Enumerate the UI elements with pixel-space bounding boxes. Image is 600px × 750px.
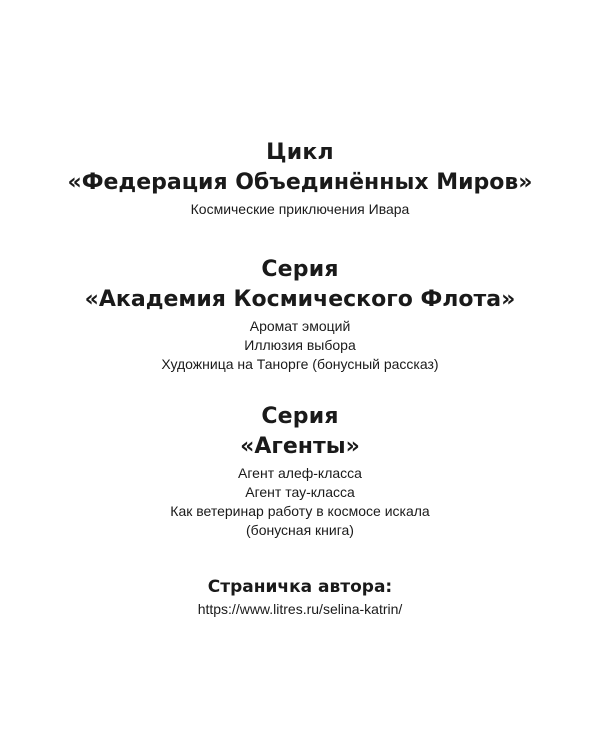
author-page-link[interactable]: https://www.litres.ru/selina-katrin/ — [197, 601, 403, 617]
cycle-book-item: Космические приключения Ивара — [190, 201, 410, 217]
author-section — [0, 575, 600, 619]
agents-book-item: Агент алеф-класса — [238, 465, 362, 481]
cycle-title: «Федерация Объединённых Миров» — [67, 170, 533, 195]
agents-series-heading: Серия — [261, 404, 339, 429]
cycle-section — [0, 138, 600, 219]
academy-series-title: «Академия Космического Флота» — [84, 287, 516, 312]
academy-book-item: Аромат эмоций — [249, 318, 351, 334]
agents-book-item: (бонусная книга) — [246, 522, 354, 538]
cycle-heading: Цикл — [266, 140, 334, 165]
agents-book-item: Агент тау-класса — [245, 484, 355, 500]
author-page-label: Страничка автора: — [207, 577, 393, 597]
agents-book-item: Как ветеринар работу в космосе искала — [170, 503, 430, 519]
academy-series-heading: Серия — [261, 257, 339, 282]
academy-series-section — [0, 255, 600, 374]
academy-book-item: Художница на Танорге (бонусный рассказ) — [161, 356, 439, 372]
agents-series-section — [0, 402, 600, 540]
academy-book-item: Иллюзия выбора — [244, 337, 356, 353]
agents-series-title: «Агенты» — [240, 434, 360, 459]
